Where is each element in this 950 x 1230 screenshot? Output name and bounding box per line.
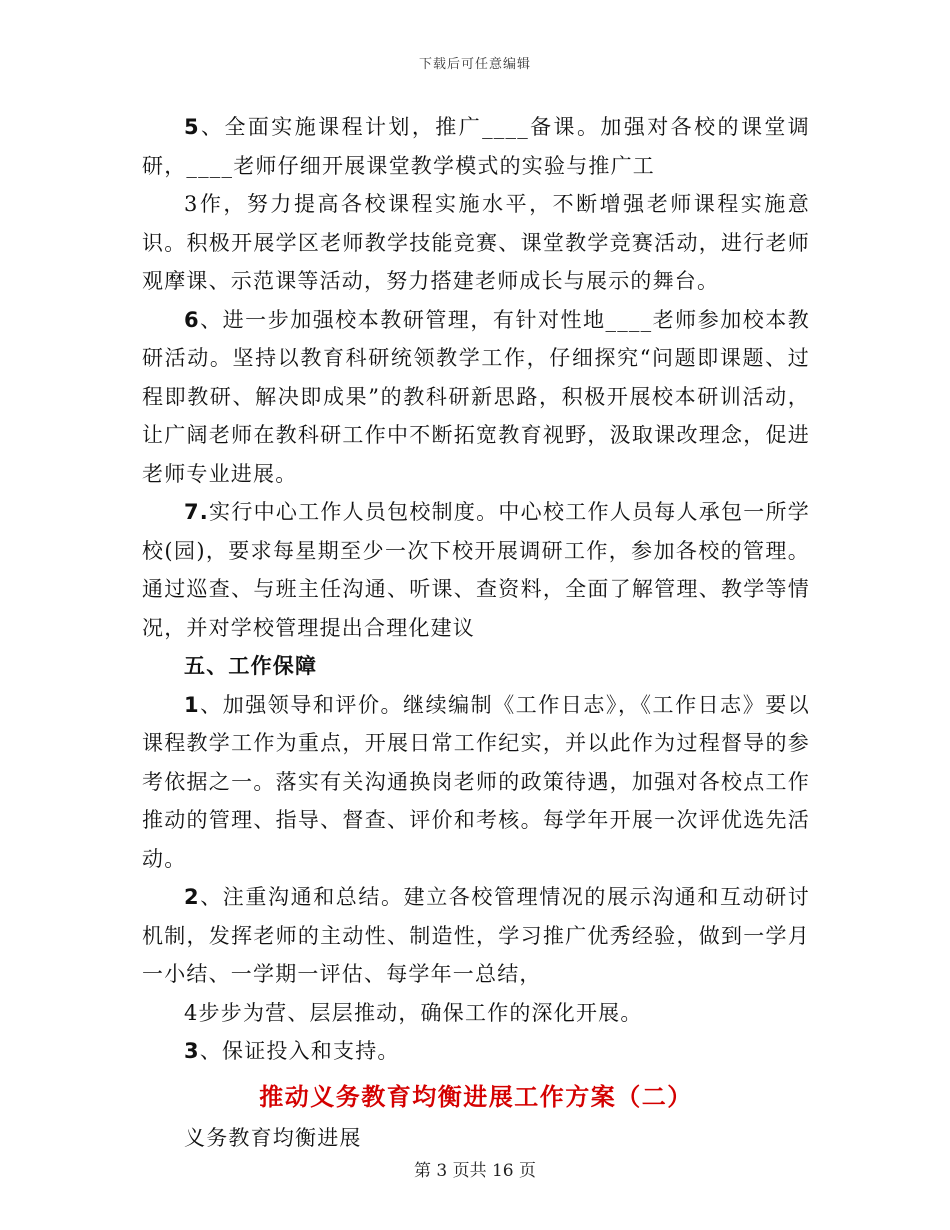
paragraph-item-5 bbox=[142, 108, 810, 185]
document-title: 推动义务教育均衡进展工作方案（二） bbox=[259, 1081, 693, 1111]
item-number: 6 bbox=[184, 307, 200, 332]
section-heading: 五、工作保障 bbox=[184, 654, 318, 678]
paragraph-text: 义务教育均衡进展 bbox=[184, 1125, 362, 1150]
item-number: 2 bbox=[184, 885, 200, 909]
header-note: 下载后可任意编辑 bbox=[418, 57, 531, 72]
paragraph-guarantee-1 bbox=[142, 686, 810, 879]
paragraph-text: 、注重沟通和总结。建立各校管理情况的展示沟通和互动研讨机制，发挥老师的主动性、制造性，学习推广优秀经验，做到一学月一小结、一学期一评估、每学年一总结， bbox=[142, 885, 810, 986]
item-number: 3 bbox=[184, 1039, 200, 1063]
paragraph-text: 4步步为营、层层推动，确保工作的深化开展。 bbox=[184, 1000, 643, 1025]
page-footer: 第 3 页共 16 页 bbox=[413, 1161, 537, 1181]
paragraph-text: 、加强领导和评价。继续编制《工作日志》，《工作日志》要以课程教学工作为重点，开展日常工作纪实，并以此作为过程督导的参考依据之一。落实有关沟通换岗老师的政策待遇，加强对各校点工作推动的管理、指导、督查、评价和考核。每学年开展一次评优选先活动。 bbox=[142, 692, 810, 871]
paragraph-text: 3作，努力提高各校课程实施水平，不断增强老师课程实施意识。积极开展学区老师教学技能竞赛、课堂教学竞赛活动，进行老师观摩课、示范课等活动，努力搭建老师成长与展示的舞台。 bbox=[142, 192, 810, 293]
paragraph-text: 、保证投入和支持。 bbox=[199, 1039, 400, 1063]
document-body bbox=[142, 108, 810, 1157]
paragraph-continuation bbox=[142, 185, 810, 301]
paragraph-item-7 bbox=[142, 493, 810, 647]
paragraph-item-6 bbox=[142, 301, 810, 494]
paragraph-text: 实行中心工作人员包校制度。中心校工作人员每人承包一所学校(园)，要求每星期至少一次下校开展调研工作，参加各校的管理。通过巡查、与班主任沟通、听课、查资料，全面了解管理、教学等情况，并对学校管理提出合理化建议 bbox=[142, 500, 810, 640]
paragraph-intro bbox=[142, 1119, 810, 1158]
item-number: 5 bbox=[184, 115, 200, 139]
paragraph-guarantee-2 bbox=[142, 878, 810, 994]
paragraph-text: 、全面实施课程计划，推广____备课。加强对各校的课堂调研，____老师仔细开展课堂教学模式的实验与推广工 bbox=[142, 115, 810, 178]
paragraph-guarantee-4 bbox=[142, 994, 810, 1033]
paragraph-guarantee-3 bbox=[142, 1032, 810, 1071]
item-number: 1 bbox=[184, 692, 200, 717]
paragraph-text: 、进一步加强校本教研管理，有针对性地____老师参加校本教研活动。坚持以教育科研统领教学工作，仔细探究“问题即课题、过程即教研、解决即成果”的教科研新思路，积极开展校本研训活动，让广阔老师在教科研工作中不断拓宽教育视野，汲取课改理念，促进老师专业进展。 bbox=[142, 307, 810, 486]
item-number: 7. bbox=[184, 500, 209, 524]
